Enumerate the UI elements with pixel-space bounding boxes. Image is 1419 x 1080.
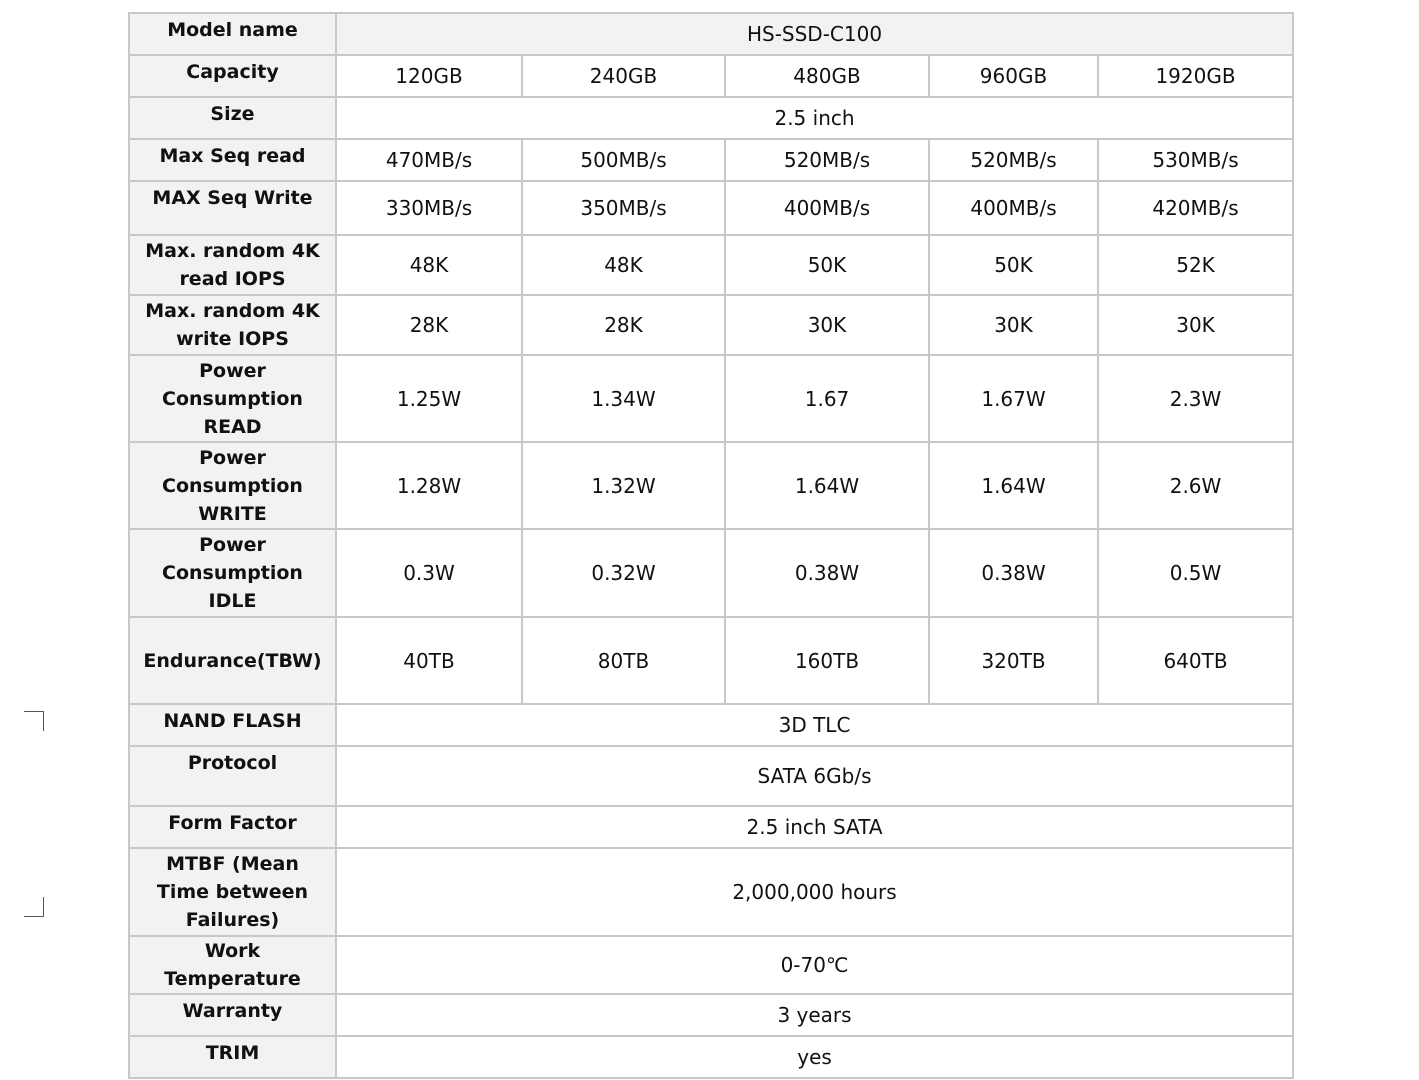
table-cell: 120GB xyxy=(336,55,522,97)
table-cell: 960GB xyxy=(929,55,1098,97)
table-cell: 2.6W xyxy=(1098,442,1293,529)
row-label xyxy=(129,355,336,442)
table-cell: 1.28W xyxy=(336,442,522,529)
table-cell: 1.34W xyxy=(522,355,725,442)
label-line: MTBF (Mean xyxy=(166,853,299,875)
table-row-warranty xyxy=(129,994,1293,1036)
table-cell: 320TB xyxy=(929,617,1098,704)
row-label xyxy=(129,936,336,994)
label-line: Max. random 4K xyxy=(145,300,320,322)
table-cell: 0.38W xyxy=(725,529,929,617)
table-cell: 28K xyxy=(522,295,725,355)
table-cell: 330MB/s xyxy=(336,181,522,235)
table-cell: 1.64W xyxy=(725,442,929,529)
label-line: READ xyxy=(203,415,262,438)
table-cell: 52K xyxy=(1098,235,1293,295)
table-cell: 1.67W xyxy=(929,355,1098,442)
label-line: Work xyxy=(204,940,261,962)
table-cell: 470MB/s xyxy=(336,139,522,181)
protocol-value: SATA 6Gb/s xyxy=(336,746,1293,806)
label-line: Time between xyxy=(156,881,309,903)
label-line: write IOPS xyxy=(176,328,289,350)
table-cell: 400MB/s xyxy=(725,181,929,235)
table-row-power-write xyxy=(129,442,1293,529)
table-cell: 530MB/s xyxy=(1098,139,1293,181)
table-cell: 0.38W xyxy=(929,529,1098,617)
row-label: Form Factor xyxy=(129,806,336,848)
table-cell: 640TB xyxy=(1098,617,1293,704)
trim-value: yes xyxy=(336,1036,1293,1078)
table-row-capacity xyxy=(129,55,1293,97)
table-cell: 240GB xyxy=(522,55,725,97)
table-cell: 0.3W xyxy=(336,529,522,617)
table-row-seq-read xyxy=(129,139,1293,181)
table-row-size xyxy=(129,97,1293,139)
table-cell: 520MB/s xyxy=(929,139,1098,181)
table-row-work-temp xyxy=(129,936,1293,994)
row-label: Size xyxy=(129,97,336,139)
table-cell: 48K xyxy=(336,235,522,295)
table-cell: 1920GB xyxy=(1098,55,1293,97)
table-cell: 0.32W xyxy=(522,529,725,617)
table-row-power-read xyxy=(129,355,1293,442)
form-factor-value: 2.5 inch SATA xyxy=(336,806,1293,848)
table-cell: 28K xyxy=(336,295,522,355)
table-row-protocol xyxy=(129,746,1293,806)
table-cell: 520MB/s xyxy=(725,139,929,181)
label-line: Temperature xyxy=(164,968,301,990)
row-label: Capacity xyxy=(129,55,336,97)
table-row-rand-read xyxy=(129,235,1293,295)
table-cell: 30K xyxy=(1098,295,1293,355)
table-cell: 40TB xyxy=(336,617,522,704)
table-row-endurance xyxy=(129,617,1293,704)
table-cell: 1.25W xyxy=(336,355,522,442)
label-line: Failures) xyxy=(185,909,280,931)
table-cell: 80TB xyxy=(522,617,725,704)
crop-mark-top xyxy=(24,711,44,731)
row-label: MAX Seq Write xyxy=(129,181,336,235)
row-label: Max Seq read xyxy=(129,139,336,181)
label-line: Consumption xyxy=(162,562,303,584)
row-label: TRIM xyxy=(129,1036,336,1078)
label-line: Max. random 4K xyxy=(145,240,320,262)
label-line: Power xyxy=(199,359,266,382)
label-line: read IOPS xyxy=(179,268,286,290)
label-line: WRITE xyxy=(198,502,267,525)
table-row-rand-write xyxy=(129,295,1293,355)
row-label: Model name xyxy=(129,13,336,55)
row-label xyxy=(129,295,336,355)
row-label xyxy=(129,848,336,936)
row-label: NAND FLASH xyxy=(129,704,336,746)
row-label: Endurance(TBW) xyxy=(129,617,336,704)
table-cell: 1.32W xyxy=(522,442,725,529)
table-cell: 30K xyxy=(929,295,1098,355)
label-line: IDLE xyxy=(208,590,257,612)
table-cell: 30K xyxy=(725,295,929,355)
table-cell: 50K xyxy=(725,235,929,295)
table-cell: 50K xyxy=(929,235,1098,295)
row-label: Protocol xyxy=(129,746,336,806)
row-label xyxy=(129,235,336,295)
crop-mark-bottom xyxy=(24,897,44,917)
table-cell: 500MB/s xyxy=(522,139,725,181)
table-cell: 400MB/s xyxy=(929,181,1098,235)
table-row-nand xyxy=(129,704,1293,746)
table-row-mtbf xyxy=(129,848,1293,936)
table-cell: 48K xyxy=(522,235,725,295)
mtbf-value: 2,000,000 hours xyxy=(336,848,1293,936)
work-temp-value: 0-70℃ xyxy=(336,936,1293,994)
table-row-model xyxy=(129,13,1293,55)
table-row-seq-write xyxy=(129,181,1293,235)
table-row-form-factor xyxy=(129,806,1293,848)
model-value: HS-SSD-C100 xyxy=(336,13,1293,55)
table-cell: 0.5W xyxy=(1098,529,1293,617)
row-label xyxy=(129,442,336,529)
label-line: Consumption xyxy=(162,387,303,410)
size-value: 2.5 inch xyxy=(336,97,1293,139)
nand-value: 3D TLC xyxy=(336,704,1293,746)
spec-table xyxy=(128,12,1294,1079)
table-row-trim xyxy=(129,1036,1293,1078)
label-line: Power xyxy=(199,534,266,556)
label-line: Consumption xyxy=(162,474,303,497)
table-cell: 480GB xyxy=(725,55,929,97)
label-line: Power xyxy=(199,446,266,469)
table-cell: 1.67 xyxy=(725,355,929,442)
table-cell: 350MB/s xyxy=(522,181,725,235)
row-label: Warranty xyxy=(129,994,336,1036)
table-cell: 420MB/s xyxy=(1098,181,1293,235)
table-cell: 160TB xyxy=(725,617,929,704)
table-cell: 2.3W xyxy=(1098,355,1293,442)
table-cell: 1.64W xyxy=(929,442,1098,529)
row-label xyxy=(129,529,336,617)
warranty-value: 3 years xyxy=(336,994,1293,1036)
table-row-power-idle xyxy=(129,529,1293,617)
